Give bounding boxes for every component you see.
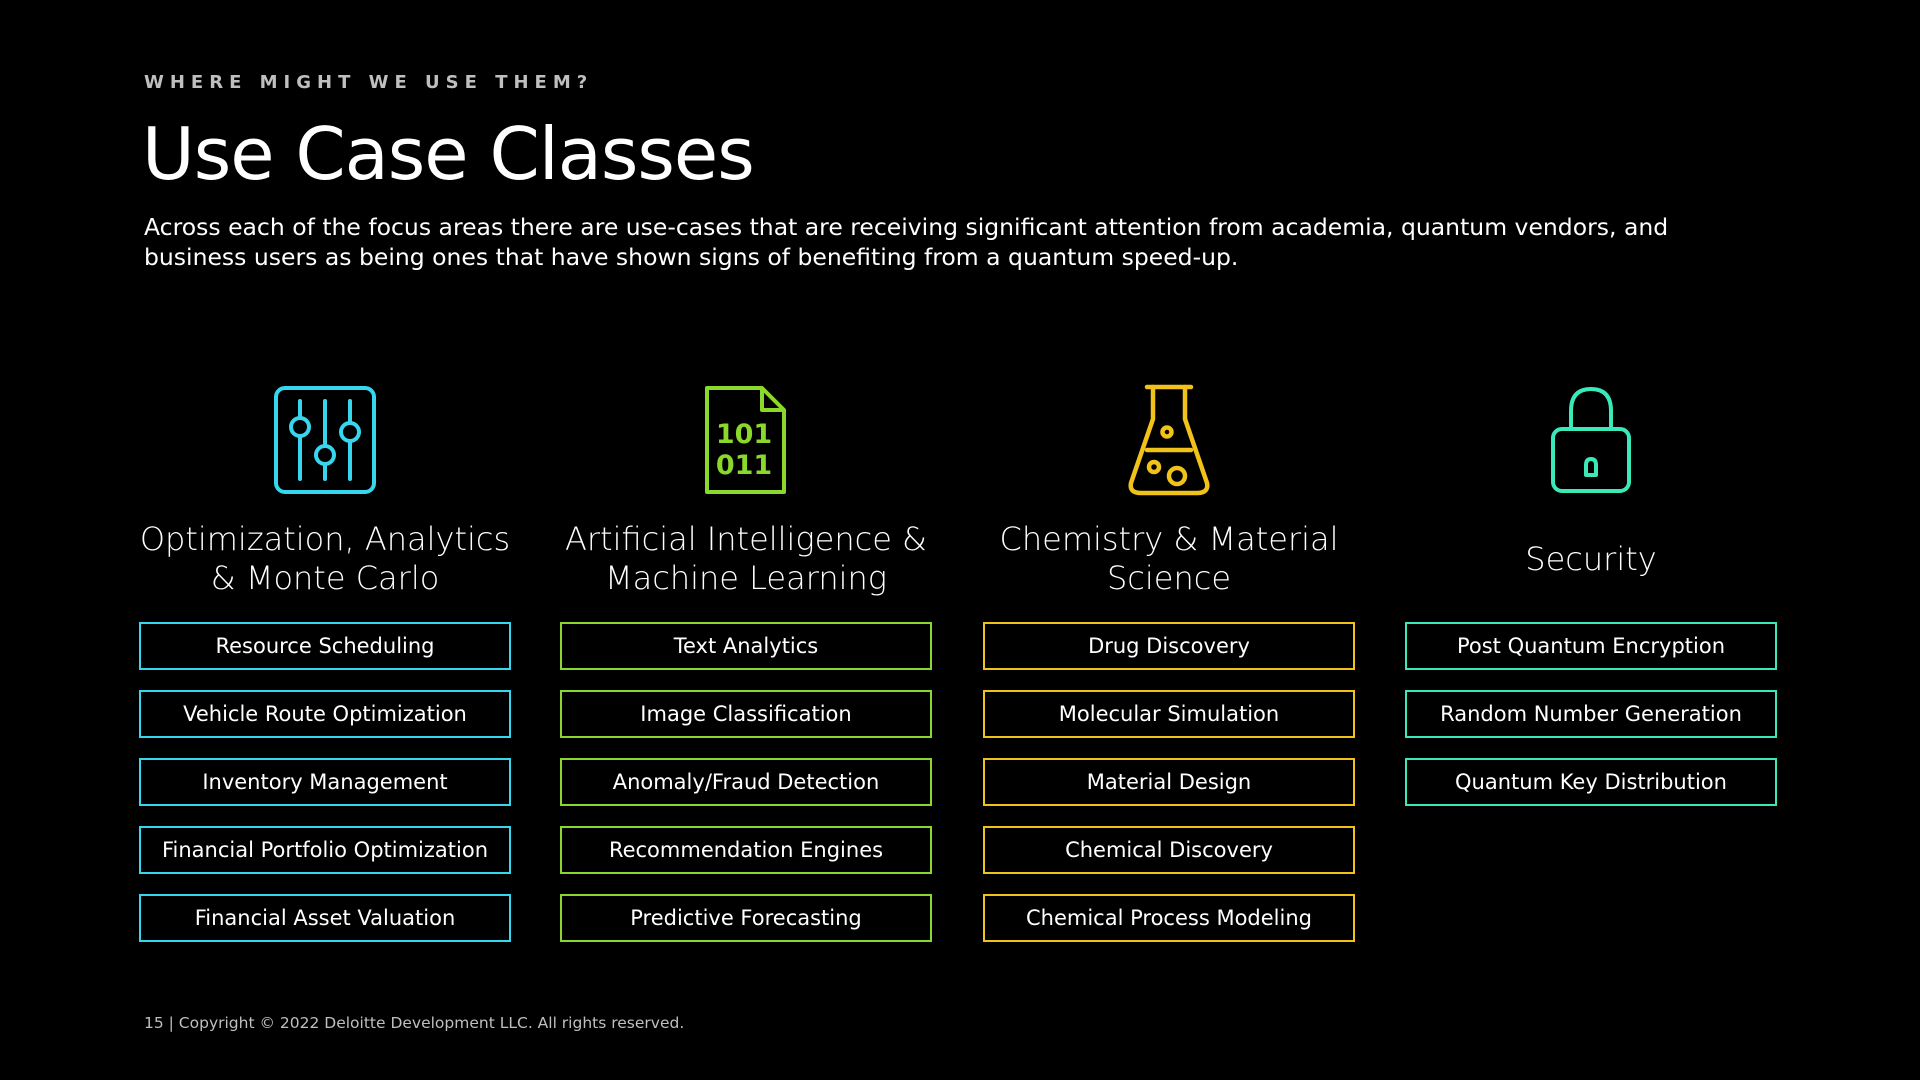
- use-case-item: Image Classification: [560, 690, 932, 738]
- use-case-item: Drug Discovery: [983, 622, 1355, 670]
- column-chemistry: [983, 380, 1355, 942]
- use-case-item: Financial Asset Valuation: [139, 894, 511, 942]
- binary-text-top: 101: [715, 419, 773, 450]
- section-eyebrow: WHERE MIGHT WE USE THEM?: [144, 72, 594, 93]
- use-case-item: Text Analytics: [560, 622, 932, 670]
- use-case-item: Molecular Simulation: [983, 690, 1355, 738]
- page-subtitle: Across each of the focus areas there are use-cases that are receiving significant attention from academia, quantum vendors, and business users as being ones that have shown signs of benefiting from a quantum speed-up.: [144, 213, 1669, 271]
- column-security: [1405, 380, 1777, 806]
- page-title: Use Case Classes: [142, 112, 754, 196]
- column-heading: Artificial Intelligence & Machine Learning: [565, 520, 927, 597]
- sliders-icon: [265, 380, 385, 500]
- column-heading: Security: [1525, 539, 1657, 578]
- use-case-item: Chemical Discovery: [983, 826, 1355, 874]
- use-case-item: Post Quantum Encryption: [1405, 622, 1777, 670]
- binary-file-icon: [686, 380, 806, 500]
- column-optimization: [139, 380, 511, 942]
- padlock-icon: [1531, 380, 1651, 500]
- use-case-item: Chemical Process Modeling: [983, 894, 1355, 942]
- use-case-item: Quantum Key Distribution: [1405, 758, 1777, 806]
- column-heading: Chemistry & Material Science: [999, 520, 1339, 597]
- use-case-item: Financial Portfolio Optimization: [139, 826, 511, 874]
- use-case-item: Material Design: [983, 758, 1355, 806]
- use-case-item: Recommendation Engines: [560, 826, 932, 874]
- column-ai-ml: [560, 380, 932, 942]
- copyright-footer: 15 | Copyright © 2022 Deloitte Development LLC. All rights reserved.: [144, 1014, 685, 1032]
- use-case-item: Predictive Forecasting: [560, 894, 932, 942]
- use-case-list: [1405, 622, 1777, 806]
- use-case-item: Random Number Generation: [1405, 690, 1777, 738]
- flask-icon: [1109, 380, 1229, 500]
- use-case-item: Anomaly/Fraud Detection: [560, 758, 932, 806]
- use-case-list: [139, 622, 511, 942]
- use-case-item: Resource Scheduling: [139, 622, 511, 670]
- use-case-list: [560, 622, 932, 942]
- use-case-list: [983, 622, 1355, 942]
- use-case-item: Vehicle Route Optimization: [139, 690, 511, 738]
- use-case-item: Inventory Management: [139, 758, 511, 806]
- column-heading: Optimization, Analytics & Monte Carlo: [139, 520, 511, 597]
- binary-text-bottom: 011: [715, 450, 773, 481]
